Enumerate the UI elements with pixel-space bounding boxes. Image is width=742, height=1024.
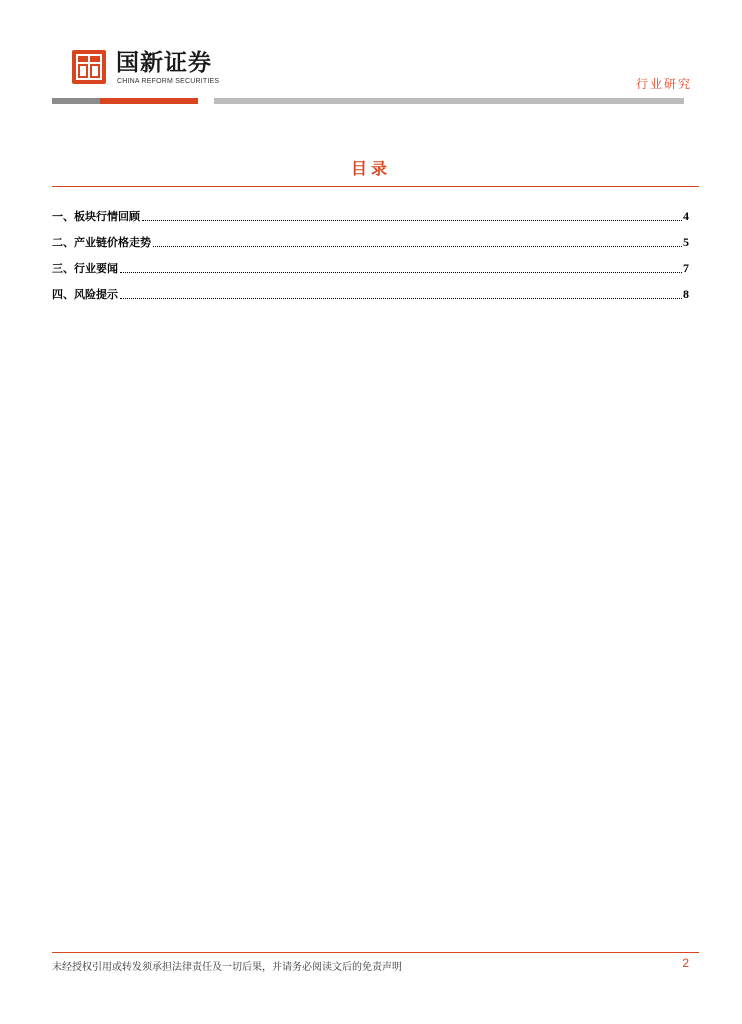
page-number: 2 bbox=[682, 956, 689, 970]
company-logo-english: CHINA REFORM SECURITIES bbox=[117, 78, 220, 85]
footer-divider bbox=[52, 952, 699, 953]
header-bar-left bbox=[52, 98, 100, 104]
toc-leader-dots bbox=[153, 246, 682, 247]
toc-item-label[interactable]: 三、行业要闻 bbox=[52, 262, 118, 275]
toc-title: 目录 bbox=[350, 159, 391, 178]
toc-item-page[interactable]: 7 bbox=[683, 261, 689, 275]
toc-item-page[interactable]: 8 bbox=[683, 287, 689, 301]
toc-item-label[interactable]: 四、风险提示 bbox=[52, 288, 118, 301]
toc-item[interactable] bbox=[52, 224, 689, 250]
company-logo-text: 国新证券 bbox=[116, 50, 212, 76]
toc-item-page[interactable]: 5 bbox=[683, 235, 689, 249]
toc-divider bbox=[52, 186, 699, 187]
toc-item[interactable] bbox=[52, 198, 689, 224]
toc-item[interactable] bbox=[52, 250, 689, 276]
toc-item-label[interactable]: 一、板块行情回顾 bbox=[52, 210, 140, 223]
toc-leader-dots bbox=[120, 298, 682, 299]
document-type: 行业研究 bbox=[635, 77, 692, 91]
toc-leader-dots bbox=[142, 220, 682, 221]
header-bar-right bbox=[214, 98, 684, 104]
logo-mark bbox=[72, 50, 106, 84]
footer-disclaimer: 未经授权引用或转发须承担法律责任及一切后果，并请务必阅读文后的免责声明 bbox=[52, 962, 402, 973]
toc-leader-dots bbox=[120, 272, 682, 273]
toc-list bbox=[52, 198, 689, 302]
toc-item[interactable] bbox=[52, 276, 689, 302]
header-bar-accent bbox=[100, 98, 198, 104]
toc-item-label[interactable]: 二、产业链价格走势 bbox=[52, 236, 151, 249]
logo-seal-icon bbox=[75, 53, 103, 81]
toc-item-page[interactable]: 4 bbox=[683, 209, 689, 223]
